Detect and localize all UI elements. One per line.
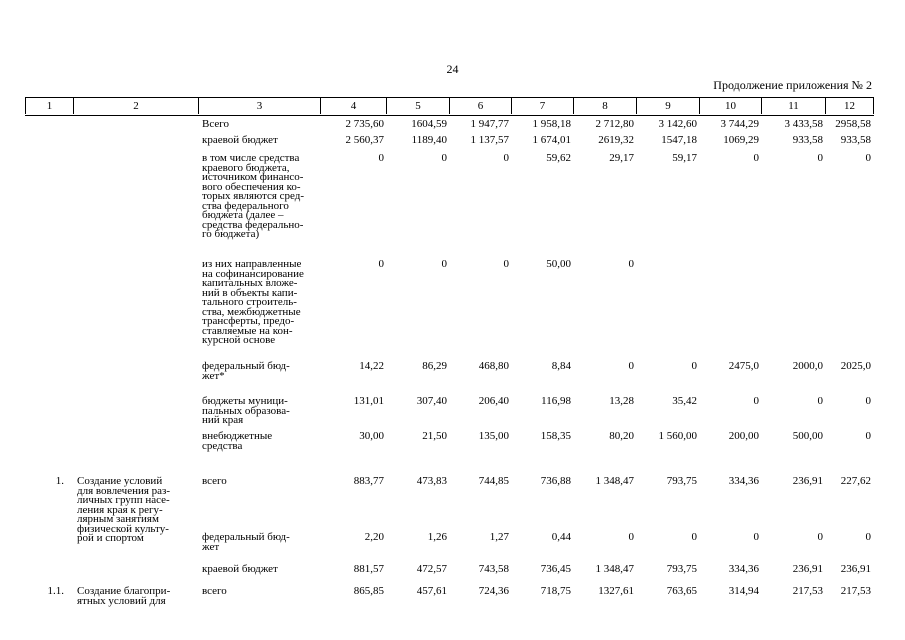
table-cell-col-10: 334,36 bbox=[728, 563, 759, 575]
table-cell-col-3: краевой бюджет bbox=[202, 134, 278, 146]
table-cell-col-7: 718,75 bbox=[540, 585, 571, 597]
table-cell-col-7: 1 958,18 bbox=[532, 118, 571, 130]
table-cell-col-7: 8,84 bbox=[551, 360, 571, 372]
table-cell-col-10: 0 bbox=[753, 531, 759, 543]
table-cell-col-7: 736,88 bbox=[540, 475, 571, 487]
table-cell-col-2: Создание условий для вовлечения раз- личных групп насе- ления края к регу- лярным занятиям физической культу- рой и спортом bbox=[77, 475, 171, 544]
table-cell-col-7: 1 674,01 bbox=[532, 134, 571, 146]
table-cell-col-12: 0 bbox=[865, 430, 871, 442]
table-cell-col-7: 158,35 bbox=[540, 430, 571, 442]
table-cell-col-9: 763,65 bbox=[666, 585, 697, 597]
table-cell-col-4: 2,20 bbox=[364, 531, 384, 543]
table-cell-col-10: 334,36 bbox=[728, 475, 759, 487]
table-cell-col-10: 200,00 bbox=[728, 430, 759, 442]
table-cell-col-7: 59,62 bbox=[546, 152, 571, 164]
table-cell-col-9: 1 560,00 bbox=[658, 430, 697, 442]
table-cell-col-11: 217,53 bbox=[792, 585, 823, 597]
table-cell-col-3: краевой бюджет bbox=[202, 563, 278, 575]
table-cell-col-4: 2 560,37 bbox=[345, 134, 384, 146]
table-cell-col-4: 4 bbox=[321, 98, 387, 114]
table-cell-col-4: 14,22 bbox=[359, 360, 384, 372]
table-cell-col-6: 743,58 bbox=[478, 563, 509, 575]
table-cell-col-9: 0 bbox=[691, 360, 697, 372]
table-cell-col-12: 227,62 bbox=[840, 475, 871, 487]
table-cell-col-11: 500,00 bbox=[792, 430, 823, 442]
table-cell-col-8: 2 712,80 bbox=[595, 118, 634, 130]
table-cell-col-12: 933,58 bbox=[840, 134, 871, 146]
table-cell-col-2: Создание благопри- ятных условий для bbox=[77, 585, 171, 607]
table-cell-col-8: 0 bbox=[628, 258, 634, 270]
table-cell-col-3: из них направленные на софинансирование капитальных вложе- ний в объекты капи- тального строитель- ства, межбюджетные трансферты, предо- ставляемые на кон- курсной основе bbox=[202, 258, 304, 346]
table-cell-col-5: 0 bbox=[441, 152, 447, 164]
table-cell-col-8: 0 bbox=[628, 531, 634, 543]
table-cell-col-7: 736,45 bbox=[540, 563, 571, 575]
table-cell-col-8: 13,28 bbox=[609, 395, 634, 407]
table-cell-col-3: внебюджетные средства bbox=[202, 430, 273, 452]
table-cell-col-4: 30,00 bbox=[359, 430, 384, 442]
table-cell-col-3: бюджеты муници- пальных образова- ний края bbox=[202, 395, 290, 426]
table-cell-col-3: Всего bbox=[202, 118, 229, 130]
table-cell-col-5: 1,26 bbox=[427, 531, 447, 543]
table-cell-col-5: 307,40 bbox=[416, 395, 447, 407]
table-cell-col-10: 314,94 bbox=[728, 585, 759, 597]
table-cell-col-5: 21,50 bbox=[422, 430, 447, 442]
table-cell-col-11: 236,91 bbox=[792, 563, 823, 575]
table-cell-col-3: в том числе средства краевого бюджета, источником финансо- вого обеспечения ко- торых являются сред- ства федерального бюджета (далее – средства федерально- го бюджета) bbox=[202, 152, 305, 240]
table-cell-col-3: федеральный бюд- жет bbox=[202, 531, 290, 553]
table-cell-col-8: 8 bbox=[574, 98, 637, 114]
table-cell-col-5: 472,57 bbox=[416, 563, 447, 575]
table-cell-col-8: 80,20 bbox=[609, 430, 634, 442]
table-cell-col-5: 457,61 bbox=[416, 585, 447, 597]
table-cell-col-4: 865,85 bbox=[353, 585, 384, 597]
table-cell-col-12: 0 bbox=[865, 152, 871, 164]
table-cell-col-9: 9 bbox=[637, 98, 700, 114]
table-cell-col-10: 0 bbox=[753, 152, 759, 164]
table-cell-col-3: 3 bbox=[199, 98, 321, 114]
table-cell-col-6: 0 bbox=[503, 152, 509, 164]
table-cell-col-4: 131,01 bbox=[353, 395, 384, 407]
table-cell-col-7: 116,98 bbox=[541, 395, 571, 407]
table-cell-col-2: 2 bbox=[74, 98, 199, 114]
table-cell-col-1: 1. bbox=[55, 475, 64, 487]
table-cell-col-3: федеральный бюд- жет* bbox=[202, 360, 290, 382]
table-cell-col-6: 0 bbox=[503, 258, 509, 270]
table-cell-col-4: 0 bbox=[378, 152, 384, 164]
table-cell-col-9: 793,75 bbox=[666, 563, 697, 575]
table-cell-col-7: 0,44 bbox=[551, 531, 571, 543]
table-cell-col-9: 793,75 bbox=[666, 475, 697, 487]
table-cell-col-10: 3 744,29 bbox=[720, 118, 759, 130]
table-cell-col-8: 2619,32 bbox=[598, 134, 634, 146]
table-cell-col-6: 6 bbox=[450, 98, 512, 114]
table-cell-col-12: 0 bbox=[865, 531, 871, 543]
table-cell-col-8: 1327,61 bbox=[598, 585, 634, 597]
table-cell-col-5: 1604,59 bbox=[411, 118, 447, 130]
table-cell-col-3: всего bbox=[202, 475, 227, 487]
table-cell-col-11: 0 bbox=[817, 152, 823, 164]
table-cell-col-6: 724,36 bbox=[478, 585, 509, 597]
table-cell-col-6: 206,40 bbox=[478, 395, 509, 407]
table-cell-col-7: 7 bbox=[512, 98, 574, 114]
continuation-label: Продолжение приложения № 2 bbox=[713, 78, 872, 92]
table-cell-col-6: 135,00 bbox=[478, 430, 509, 442]
table-cell-col-5: 1189,40 bbox=[411, 134, 447, 146]
table-cell-col-12: 12 bbox=[826, 98, 874, 114]
table-cell-col-12: 236,91 bbox=[840, 563, 871, 575]
table-cell-col-6: 468,80 bbox=[478, 360, 509, 372]
table-cell-col-9: 0 bbox=[691, 531, 697, 543]
table-cell-col-10: 2475,0 bbox=[728, 360, 759, 372]
table-cell-col-11: 933,58 bbox=[792, 134, 823, 146]
table-cell-col-9: 3 142,60 bbox=[658, 118, 697, 130]
table-cell-col-3: всего bbox=[202, 585, 227, 597]
page-number: 24 bbox=[446, 62, 459, 76]
table-cell-col-5: 86,29 bbox=[422, 360, 447, 372]
table-cell-col-4: 0 bbox=[378, 258, 384, 270]
table-cell-col-8: 1 348,47 bbox=[595, 475, 634, 487]
table-cell-col-9: 1547,18 bbox=[661, 134, 697, 146]
table-cell-col-11: 0 bbox=[817, 395, 823, 407]
table-cell-col-12: 2025,0 bbox=[840, 360, 871, 372]
table-cell-col-10: 0 bbox=[753, 395, 759, 407]
table-cell-col-5: 5 bbox=[387, 98, 450, 114]
table-cell-col-4: 881,57 bbox=[353, 563, 384, 575]
table-cell-col-12: 0 bbox=[865, 395, 871, 407]
table-cell-col-6: 744,85 bbox=[478, 475, 509, 487]
table-cell-col-6: 1 947,77 bbox=[470, 118, 509, 130]
table-cell-col-8: 0 bbox=[628, 360, 634, 372]
table-cell-col-4: 883,77 bbox=[353, 475, 384, 487]
table-cell-col-9: 35,42 bbox=[672, 395, 697, 407]
table-cell-col-10: 10 bbox=[700, 98, 762, 114]
table-cell-col-9: 59,17 bbox=[672, 152, 697, 164]
table-cell-col-5: 473,83 bbox=[416, 475, 447, 487]
table-cell-col-8: 29,17 bbox=[609, 152, 634, 164]
table-cell-col-11: 0 bbox=[817, 531, 823, 543]
table-cell-col-11: 11 bbox=[762, 98, 826, 114]
table-cell-col-11: 236,91 bbox=[792, 475, 823, 487]
table-cell-col-6: 1,27 bbox=[489, 531, 509, 543]
table-cell-col-7: 50,00 bbox=[546, 258, 571, 270]
table-header-row bbox=[25, 97, 874, 116]
table-cell-col-1: 1.1. bbox=[47, 585, 64, 597]
table-cell-col-11: 3 433,58 bbox=[784, 118, 823, 130]
table-cell-col-8: 1 348,47 bbox=[595, 563, 634, 575]
table-cell-col-10: 1069,29 bbox=[723, 134, 759, 146]
table-cell-col-6: 1 137,57 bbox=[470, 134, 509, 146]
table-cell-col-12: 217,53 bbox=[840, 585, 871, 597]
table-cell-col-12: 2958,58 bbox=[835, 118, 871, 130]
table-cell-col-1: 1 bbox=[25, 98, 74, 114]
table-cell-col-5: 0 bbox=[441, 258, 447, 270]
table-cell-col-11: 2000,0 bbox=[792, 360, 823, 372]
table-cell-col-4: 2 735,60 bbox=[345, 118, 384, 130]
